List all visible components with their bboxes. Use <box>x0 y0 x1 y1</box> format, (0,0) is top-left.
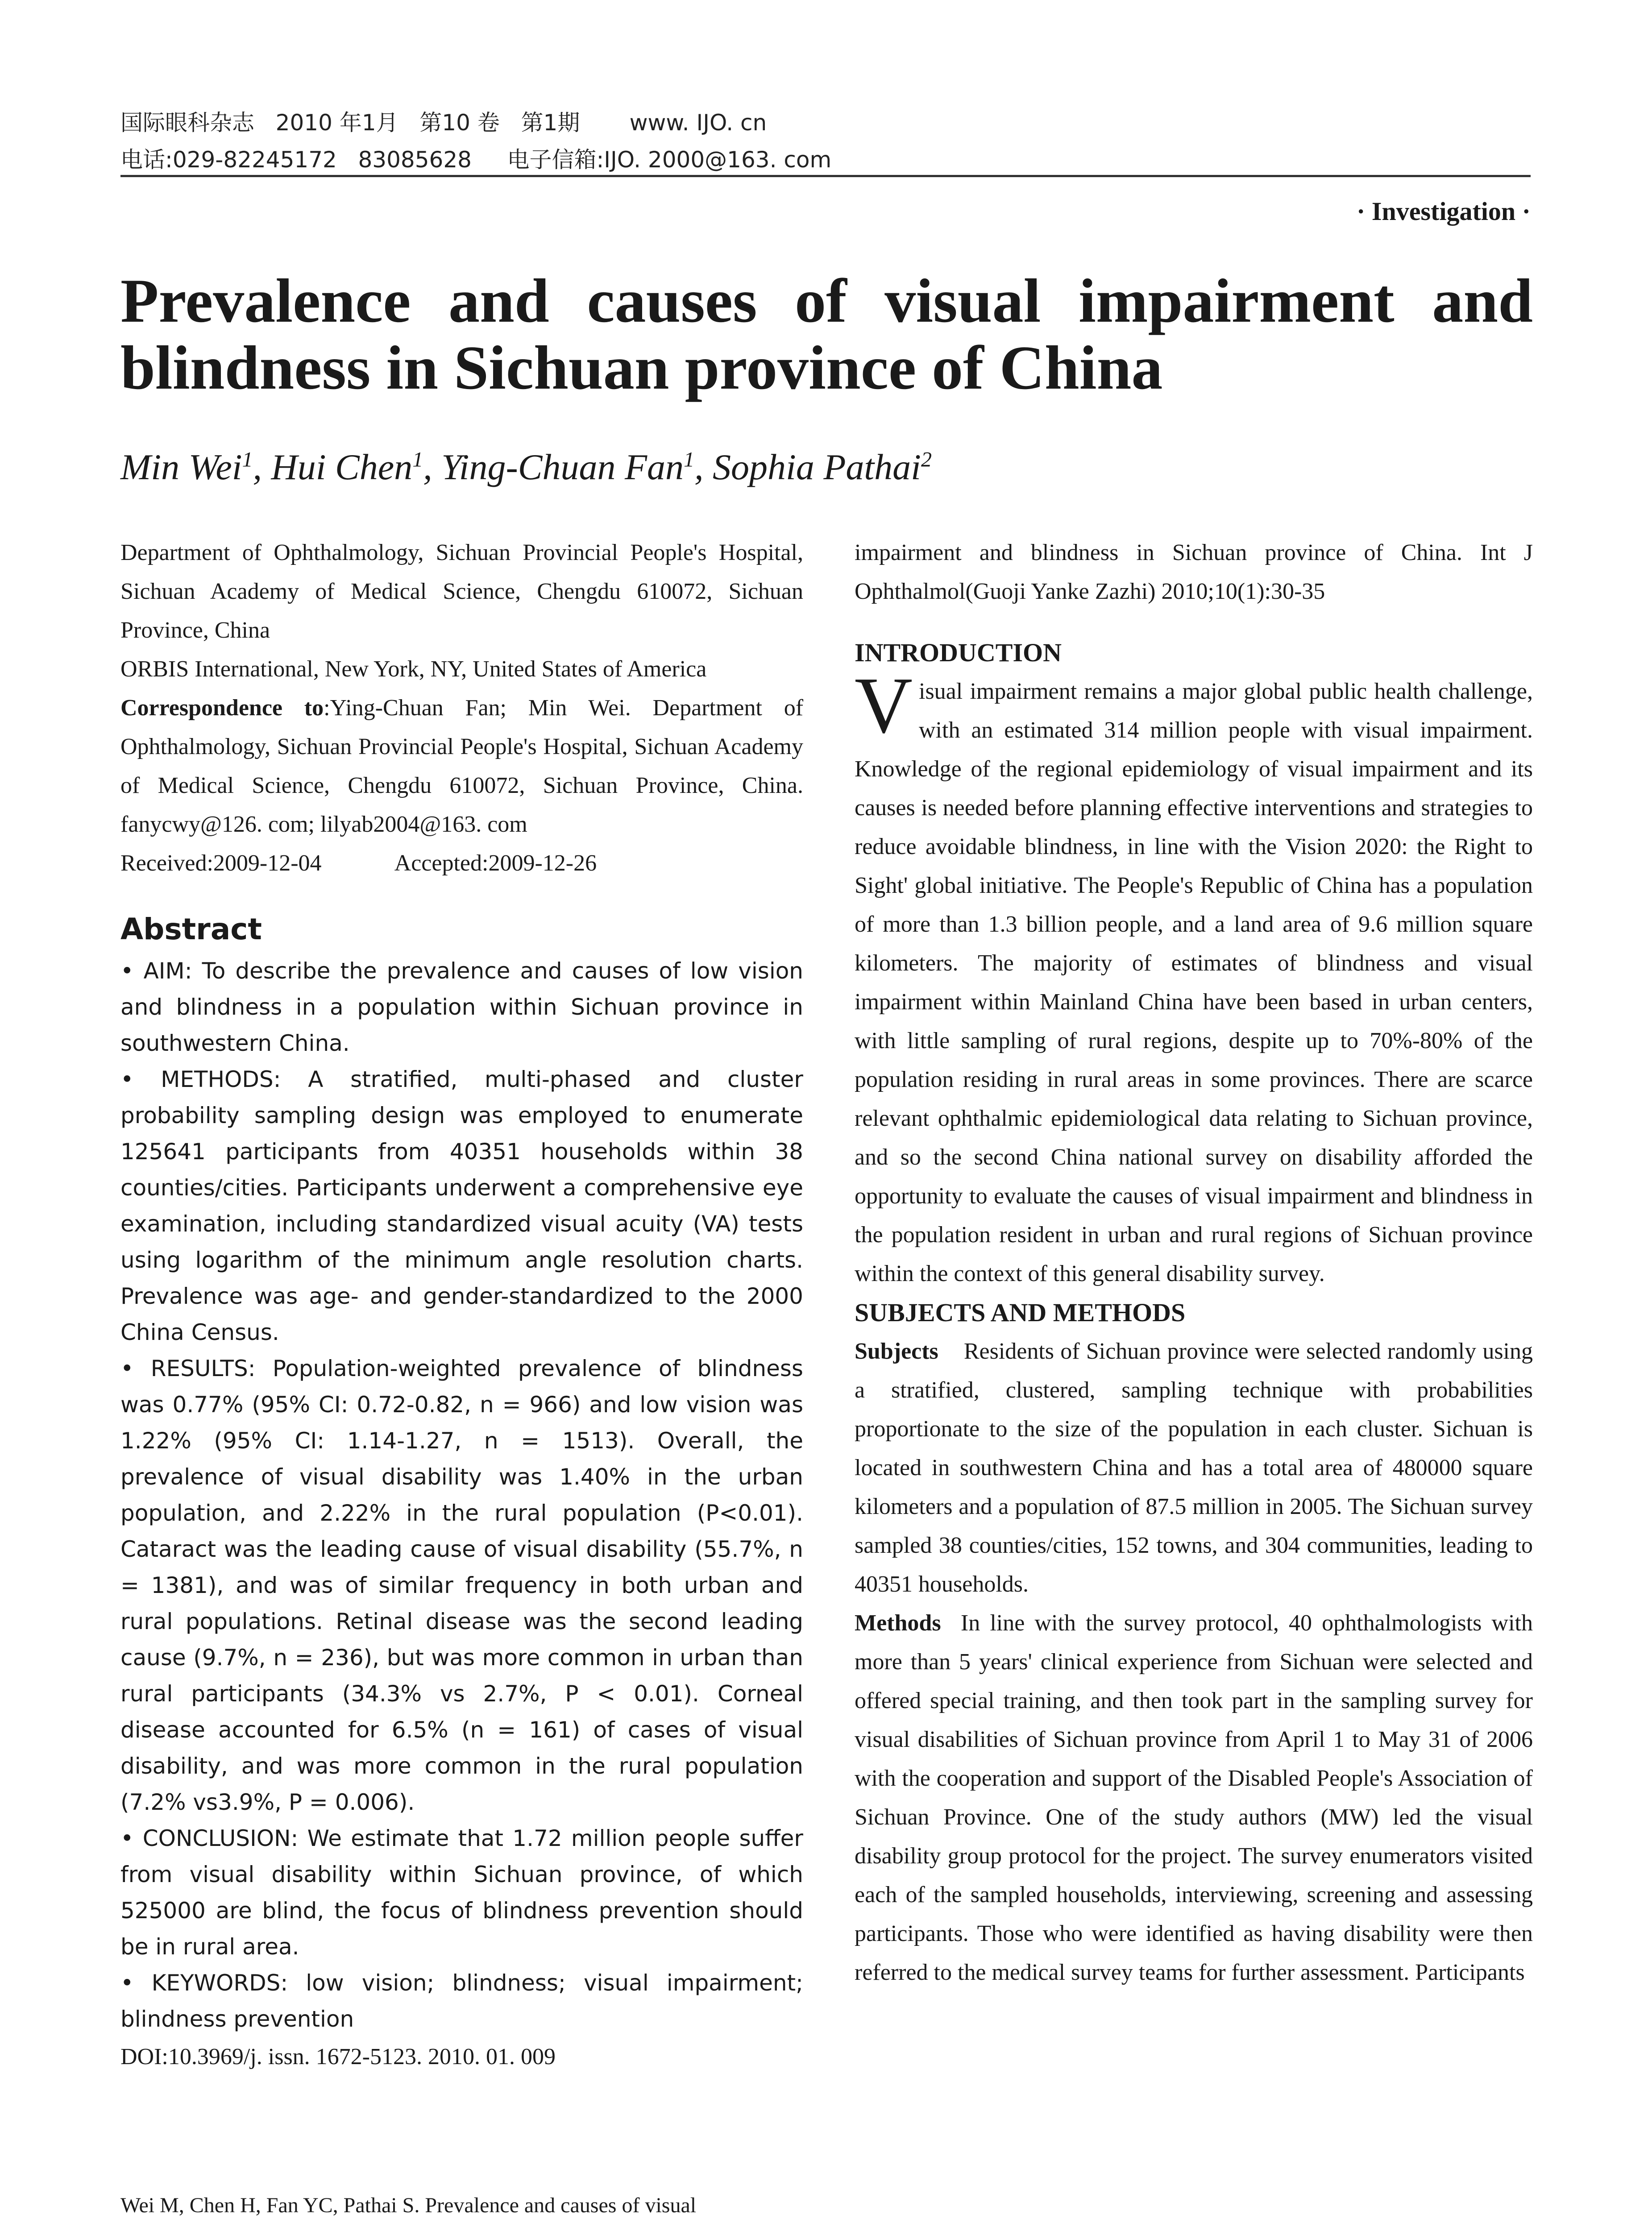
received-accepted-dates <box>120 844 803 883</box>
abstract-methods: • METHODS: A stratified, multi-phased and cluster probability sampling design was employed to enumerate 125641 participants from 40351 households within 38 counties/cities. Participants underwent a comprehensive eye examination, including standardized visual acuity (VA) tests using logarithm of the minimum angle resolution charts. Prevalence was age- and gender-standardized to the 2000 China Census. <box>120 1066 803 1345</box>
author-name: Sophia Pathai <box>713 447 921 487</box>
right-column <box>855 533 1533 1992</box>
author-affiliation-mark: 1 <box>684 448 695 472</box>
author-affiliation-mark: 1 <box>412 448 423 472</box>
subjects-paragraph <box>855 1332 1533 1604</box>
methods-heading: SUBJECTS AND METHODS <box>855 1298 1186 1327</box>
doi: DOI:10.3969/j. issn. 1672-5123. 2010. 01. 009 <box>120 2044 556 2069</box>
methods-label: Methods <box>855 1610 941 1636</box>
citation-right: impairment and blindness in Sichuan province of China. Int J Ophthalmol(Guoji Yanke Zazhi) 2010;10(1):30-35 <box>855 540 1533 604</box>
left-column <box>120 533 803 2076</box>
affiliation-2: ORBIS International, New York, NY, United States of America <box>120 656 707 682</box>
subjects-text: Residents of Sichuan province were selected randomly using a stratified, clustered, sampling technique with probabilities proportionate to the size of the population in each cluster. Sichuan is located in southwestern China and has a total area of 480000 square kilometers and a population of 87.5 million in 2005. The Sichuan survey sampled 38 counties/cities, 152 towns, and 304 communities, leading to 40351 households. <box>855 1339 1533 1597</box>
affiliation-1: Department of Ophthalmology, Sichuan Provincial People's Hospital, Sichuan Academy of Medical Science, Chengdu 610072, Sichuan Province, China <box>120 540 803 643</box>
introduction-heading: INTRODUCTION <box>855 638 1062 667</box>
author-affiliation-mark: 2 <box>921 448 932 472</box>
author-name: Ying-Chuan Fan <box>441 447 684 487</box>
header-rule <box>120 175 1531 177</box>
accepted-date: Accepted:2009-12-26 <box>394 850 597 876</box>
abstract-conclusion: • CONCLUSION: We estimate that 1.72 million people suffer from visual disability within Sichuan province, of which 525000 are blind, the focus of blindness prevention should be in rural area. <box>120 1825 803 1960</box>
abstract-heading: Abstract <box>120 912 262 946</box>
correspondence-label: Correspondence to <box>120 695 324 721</box>
citation-left: Wei M, Chen H, Fan YC, Pathai S. Prevalence and causes of visual <box>120 2194 697 2217</box>
received-date: Received:2009-12-04 <box>120 850 322 876</box>
journal-header-line-1: 国际眼科杂志 2010 年1月 第10 卷 第1期 www. IJO. cn <box>120 110 767 136</box>
correspondence <box>120 688 803 844</box>
journal-header-line-2: 电话:029-82245172 83085628 电子信箱:IJO. 2000@163. com <box>120 147 832 173</box>
correspondence-text: :Ying-Chuan Fan; Min Wei. Department of Ophthalmology, Sichuan Provincial People's Hospital, Sichuan Academy of Medical Science, Chengdu 610072, Sichuan Province, China. fanycwy@126. com; lilyab2004@163. com <box>120 695 804 837</box>
drop-cap: V <box>855 661 913 750</box>
subjects-label: Subjects <box>855 1339 938 1364</box>
abstract-body <box>120 953 803 2037</box>
methods-paragraph <box>855 1604 1533 1992</box>
abstract-results: • RESULTS: Population-weighted prevalence of blindness was 0.77% (95% CI: 0.72-0.82, n = 966) and low vision was 1.22% (95% CI: 1.14-1.27, n = 1513). Overall, the prevalence of visual disability was 1.40% in the urban population, and 2.22% in the rural population (P<0.01). Cataract was the leading cause of visual disability (55.7%, n = 1381), and was of similar frequency in both urban and rural populations. Retinal disease was the second leading cause (9.7%, n = 236), but was more common in urban than rural participants (34.3% vs 2.7%, P < 0.01). Corneal disease accounted for 6.5% (n = 161) of cases of visual disability, and was more common in the rural population (7.2% vs3.9%, P = 0.006). <box>120 1356 803 1815</box>
author-list: Min Wei$^1$, Hui Chen$^1$, Ying-Chuan Fan$^1$, Sophia Pathai$^2$ <box>120 447 932 487</box>
author-name: Min Wei <box>120 447 242 487</box>
section-tag: · Investigation · <box>1357 197 1531 226</box>
abstract-keywords: • KEYWORDS: low vision; blindness; visual impairment; blindness prevention <box>120 1970 803 2032</box>
author-affiliation-mark: 1 <box>242 448 253 472</box>
introduction-text <box>855 661 1533 1293</box>
introduction-body: isual impairment remains a major global public health challenge, with an estimated 314 million people with visual impairment. Knowledge of the regional epidemiology of visual impairment and its causes is needed before planning effective interventions and strategies to reduce avoidable blindness, in line with the Vision 2020: the Right to Sight' global initiative. The People's Republic of China has a population of more than 1.3 billion people, and a land area of 9.6 million square kilometers. The majority of estimates of blindness and visual impairment within Mainland China have been based in urban centers, with little sampling of rural regions, despite up to 70%-80% of the population residing in rural areas in some provinces. There are scarce relevant ophthalmic epidemiological data relating to Sichuan province, and so the second China national survey on disability afforded the opportunity to evaluate the causes of visual impairment and blindness in the population resident in urban and rural regions of Sichuan province within the context of this general disability survey. <box>855 679 1533 1286</box>
abstract-aim: • AIM: To describe the prevalence and causes of low vision and blindness in a population within Sichuan province in southwestern China. <box>120 958 803 1056</box>
author-name: Hui Chen <box>271 447 413 487</box>
article-title: Prevalence and causes of visual impairment and blindness in Sichuan province of China <box>120 266 1533 402</box>
methods-text: In line with the survey protocol, 40 ophthalmologists with more than 5 years' clinical experience from Sichuan were selected and offered special training, and then took part in the sampling survey for visual disabilities of Sichuan province from April 1 to May 31 of 2006 with the cooperation and support of the Disabled People's Association of Sichuan Province. One of the study authors (MW) led the visual disability group protocol for the project. The survey enumerators visited each of the sampled households, interviewing, screening and assessing participants. Those who were identified as having disability were then referred to the medical survey teams for further assessment. Participants <box>855 1610 1533 1985</box>
